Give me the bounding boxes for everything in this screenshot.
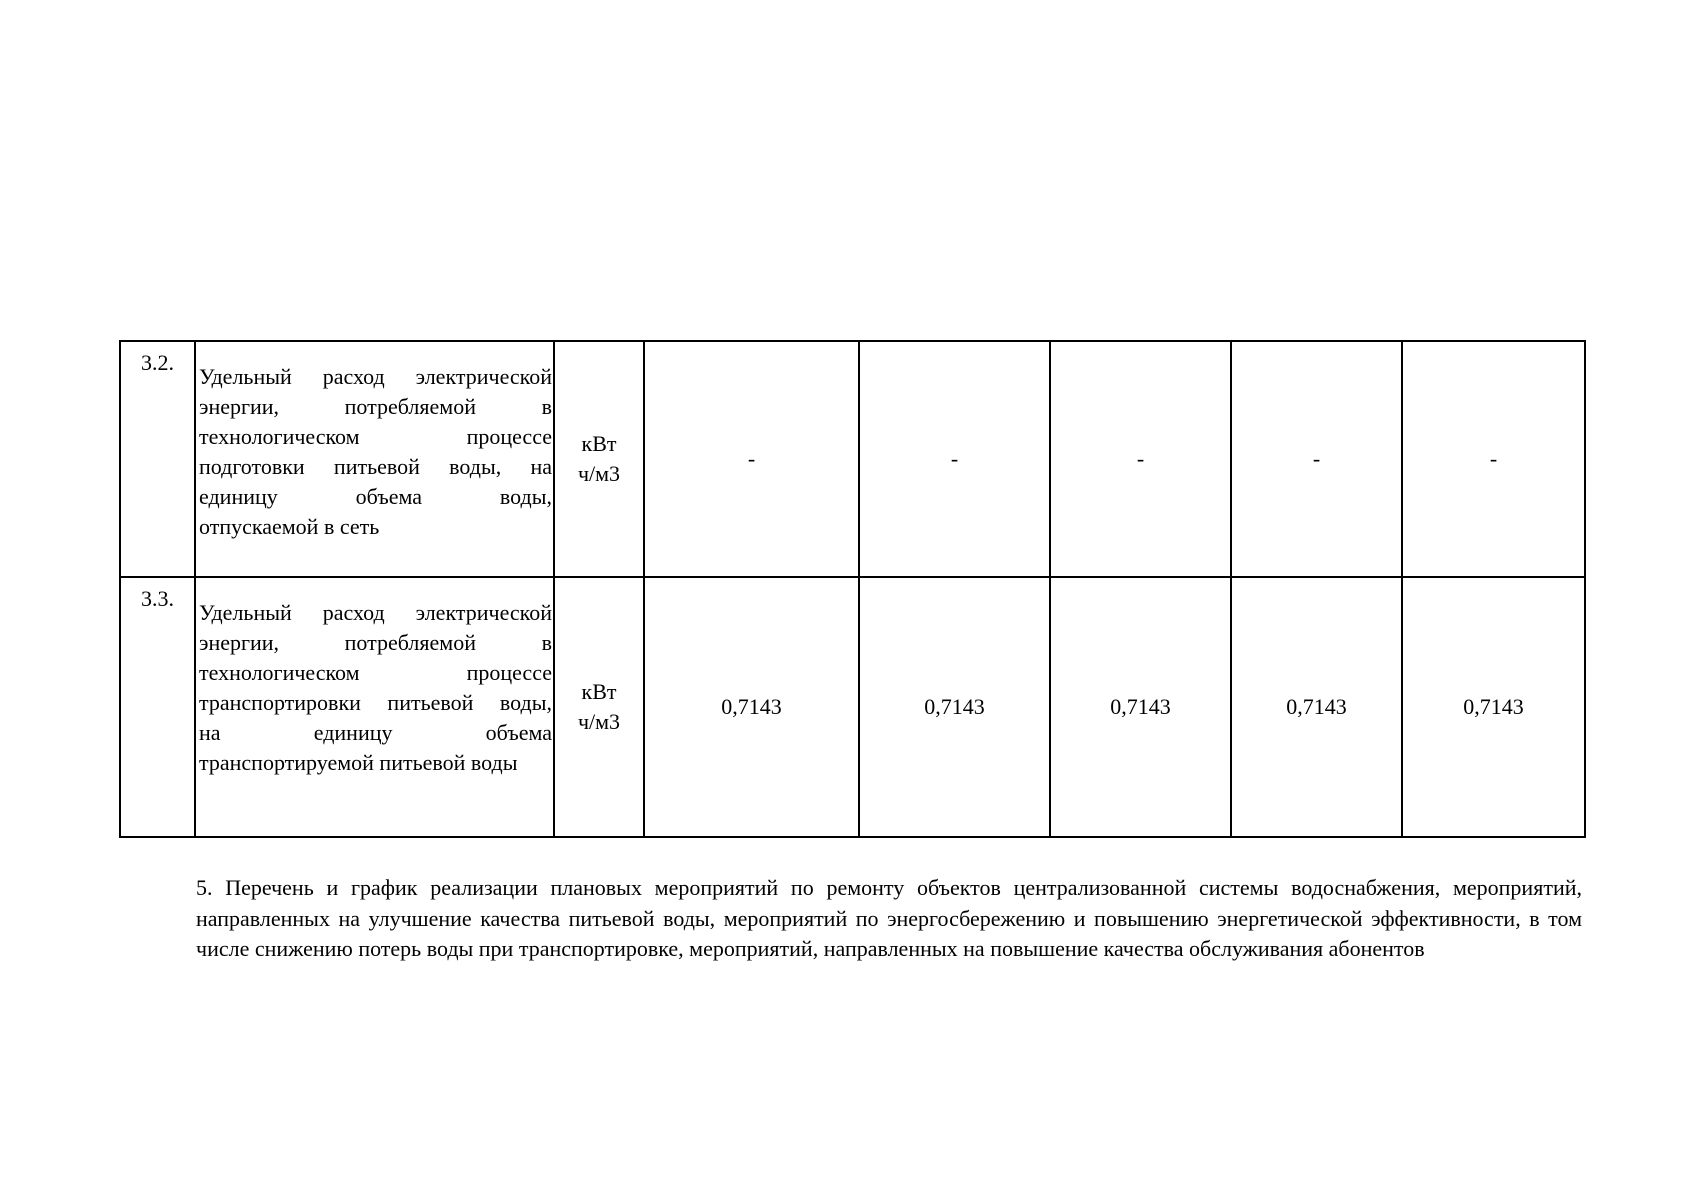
unit-line: ч/м3 [577,461,621,486]
description-line: энергии, потребляемой в [199,630,552,655]
description-line: транспортировки питьевой воды, [199,690,552,715]
value-cell: 0,7143 [1050,577,1231,837]
row-description [195,577,554,837]
unit-line: кВт [581,679,617,704]
value-cell: - [1402,341,1585,577]
value-cell: - [644,341,859,577]
description-line: единицу объема воды, [199,484,552,509]
table-row [120,577,1585,837]
value-cell: 0,7143 [1231,577,1402,837]
row-unit [554,341,644,577]
description-line: технологическом процессе [199,660,552,685]
description-line: на единицу объема [199,720,552,745]
unit-line: ч/м3 [577,709,621,734]
row-unit [554,577,644,837]
value-cell: 0,7143 [644,577,859,837]
description-line: Удельный расход электрической [199,364,552,389]
value-cell: - [859,341,1050,577]
row-number: 3.2. [120,341,195,577]
description-line: отпускаемой в сеть [199,514,380,539]
row-description [195,341,554,577]
value-cell: - [1231,341,1402,577]
description-line: подготовки питьевой воды, на [199,454,552,479]
description-line: транспортируемой питьевой воды [199,750,518,775]
value-cell: 0,7143 [859,577,1050,837]
description-line: Удельный расход электрической [199,600,552,625]
section-5-heading: 5. Перечень и график реализации плановых мероприятий по ремонту объектов централизованной системы водоснабжения, мероприятий, направленных на улучшение качества питьевой воды, мероприятий по энергосбережению и повышению энергетической эффективности, в том числе снижению потерь воды при транспортировке, мероприятий, направленных на повышение качества обслуживания абонентов [196,875,1582,961]
value-cell: 0,7143 [1402,577,1585,837]
row-number: 3.3. [120,577,195,837]
indicators-table [119,340,1586,838]
description-line: технологическом процессе [199,424,552,449]
description-line: энергии, потребляемой в [199,394,552,419]
unit-line: кВт [581,431,617,456]
value-cell: - [1050,341,1231,577]
table-row [120,341,1585,577]
